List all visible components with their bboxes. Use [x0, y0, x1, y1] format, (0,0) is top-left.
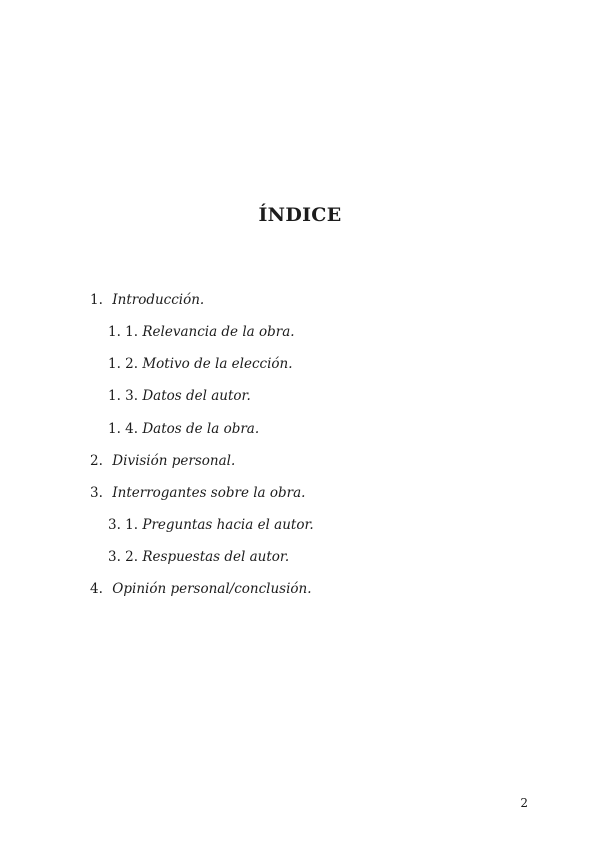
toc-entry-number: 3. — [90, 485, 103, 501]
toc-entry-number: 1. 4. — [108, 421, 139, 437]
toc-entry-3-1 — [108, 515, 314, 535]
toc-entry-1-2 — [108, 354, 293, 374]
toc-entry-number: 2. — [90, 453, 103, 469]
toc-entry-number: 3. 2. — [108, 549, 139, 565]
toc-entry-1-1 — [108, 322, 295, 342]
toc-entry-1-4 — [108, 419, 259, 439]
toc-entry-label: Preguntas hacia el autor. — [142, 517, 314, 533]
toc-entry-label: División personal. — [112, 453, 236, 469]
toc-entry-1-3 — [108, 386, 251, 406]
toc-entry-label: Relevancia de la obra. — [142, 324, 295, 340]
toc-entry-3-2 — [108, 547, 289, 567]
toc-entry-number: 1. 2. — [108, 356, 139, 372]
toc-entry-2 — [90, 451, 235, 471]
toc-entry-number: 1. 3. — [108, 388, 139, 404]
toc-entry-label: Motivo de la elección. — [142, 356, 293, 372]
toc-entry-label: Datos de la obra. — [142, 421, 260, 437]
toc-entry-4 — [90, 579, 312, 599]
toc-entry-number: 1. — [90, 292, 103, 308]
toc-entry-label: Introducción. — [112, 292, 205, 308]
toc-entry-label: Opinión personal/conclusión. — [112, 581, 312, 597]
toc-entry-3 — [90, 483, 305, 503]
toc-entry-number: 3. 1. — [108, 517, 139, 533]
toc-entry-number: 4. — [90, 581, 103, 597]
toc-entry-label: Datos del autor. — [142, 388, 251, 404]
page-title: ÍNDICE — [258, 204, 342, 226]
toc-entry-1 — [90, 290, 204, 310]
toc-entry-number: 1. 1. — [108, 324, 139, 340]
toc-entry-label: Interrogantes sobre la obra. — [112, 485, 306, 501]
page-number: 2 — [520, 796, 528, 810]
toc-entry-label: Respuestas del autor. — [142, 549, 290, 565]
